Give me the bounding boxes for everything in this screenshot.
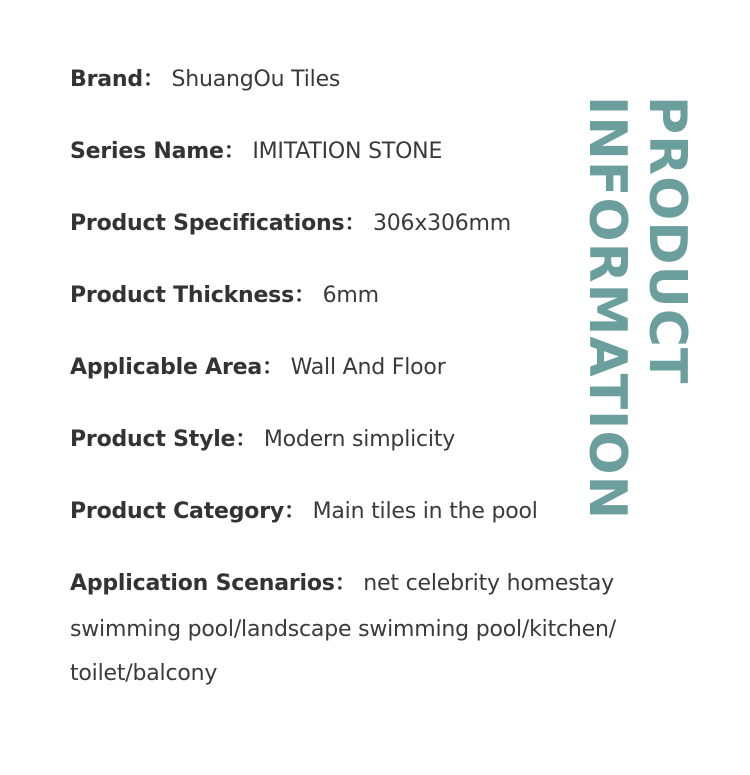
spec-label-category: Product Category：: [70, 499, 306, 524]
spec-style: [70, 425, 455, 455]
spec-label-brand: Brand：: [70, 67, 165, 92]
spec-value-series-name: IMITATION STONE: [252, 139, 443, 164]
vertical-title-product: PRODUCT: [637, 96, 697, 385]
spec-label-thickness: Product Thickness：: [70, 283, 316, 308]
spec-specifications: [70, 209, 511, 239]
vertical-title-information: INFORMATION: [577, 96, 637, 521]
spec-label-series-name: Series Name：: [70, 139, 246, 164]
spec-value-style: Modern simplicity: [263, 427, 456, 452]
spec-value-applicable-area: Wall And Floor: [290, 355, 446, 380]
spec-value-specifications: 306x306mm: [372, 211, 512, 236]
spec-value-category: Main tiles in the pool: [312, 499, 538, 524]
spec-series-name: [70, 137, 442, 167]
spec-value-thickness: 6mm: [322, 283, 379, 308]
spec-thickness: [70, 281, 379, 311]
spec-label-applicable-area: Applicable Area：: [70, 355, 284, 380]
spec-value-brand: ShuangOu Tiles: [171, 67, 341, 92]
spec-brand: [70, 65, 340, 95]
spec-value-application-scenarios: net celebrity homestay: [363, 571, 614, 596]
spec-application-scenarios: [70, 569, 614, 599]
spec-applicable-area: [70, 353, 446, 383]
spec-label-specifications: Product Specifications：: [70, 211, 367, 236]
spec-label-style: Product Style：: [70, 427, 258, 452]
spec-category: [70, 497, 538, 527]
spec-label-application-scenarios: Application Scenarios：: [70, 571, 357, 596]
scenario-continuation-line-2: toilet/balcony: [70, 661, 218, 686]
scenario-continuation-line-1: swimming pool/landscape swimming pool/kitchen/: [70, 617, 616, 642]
